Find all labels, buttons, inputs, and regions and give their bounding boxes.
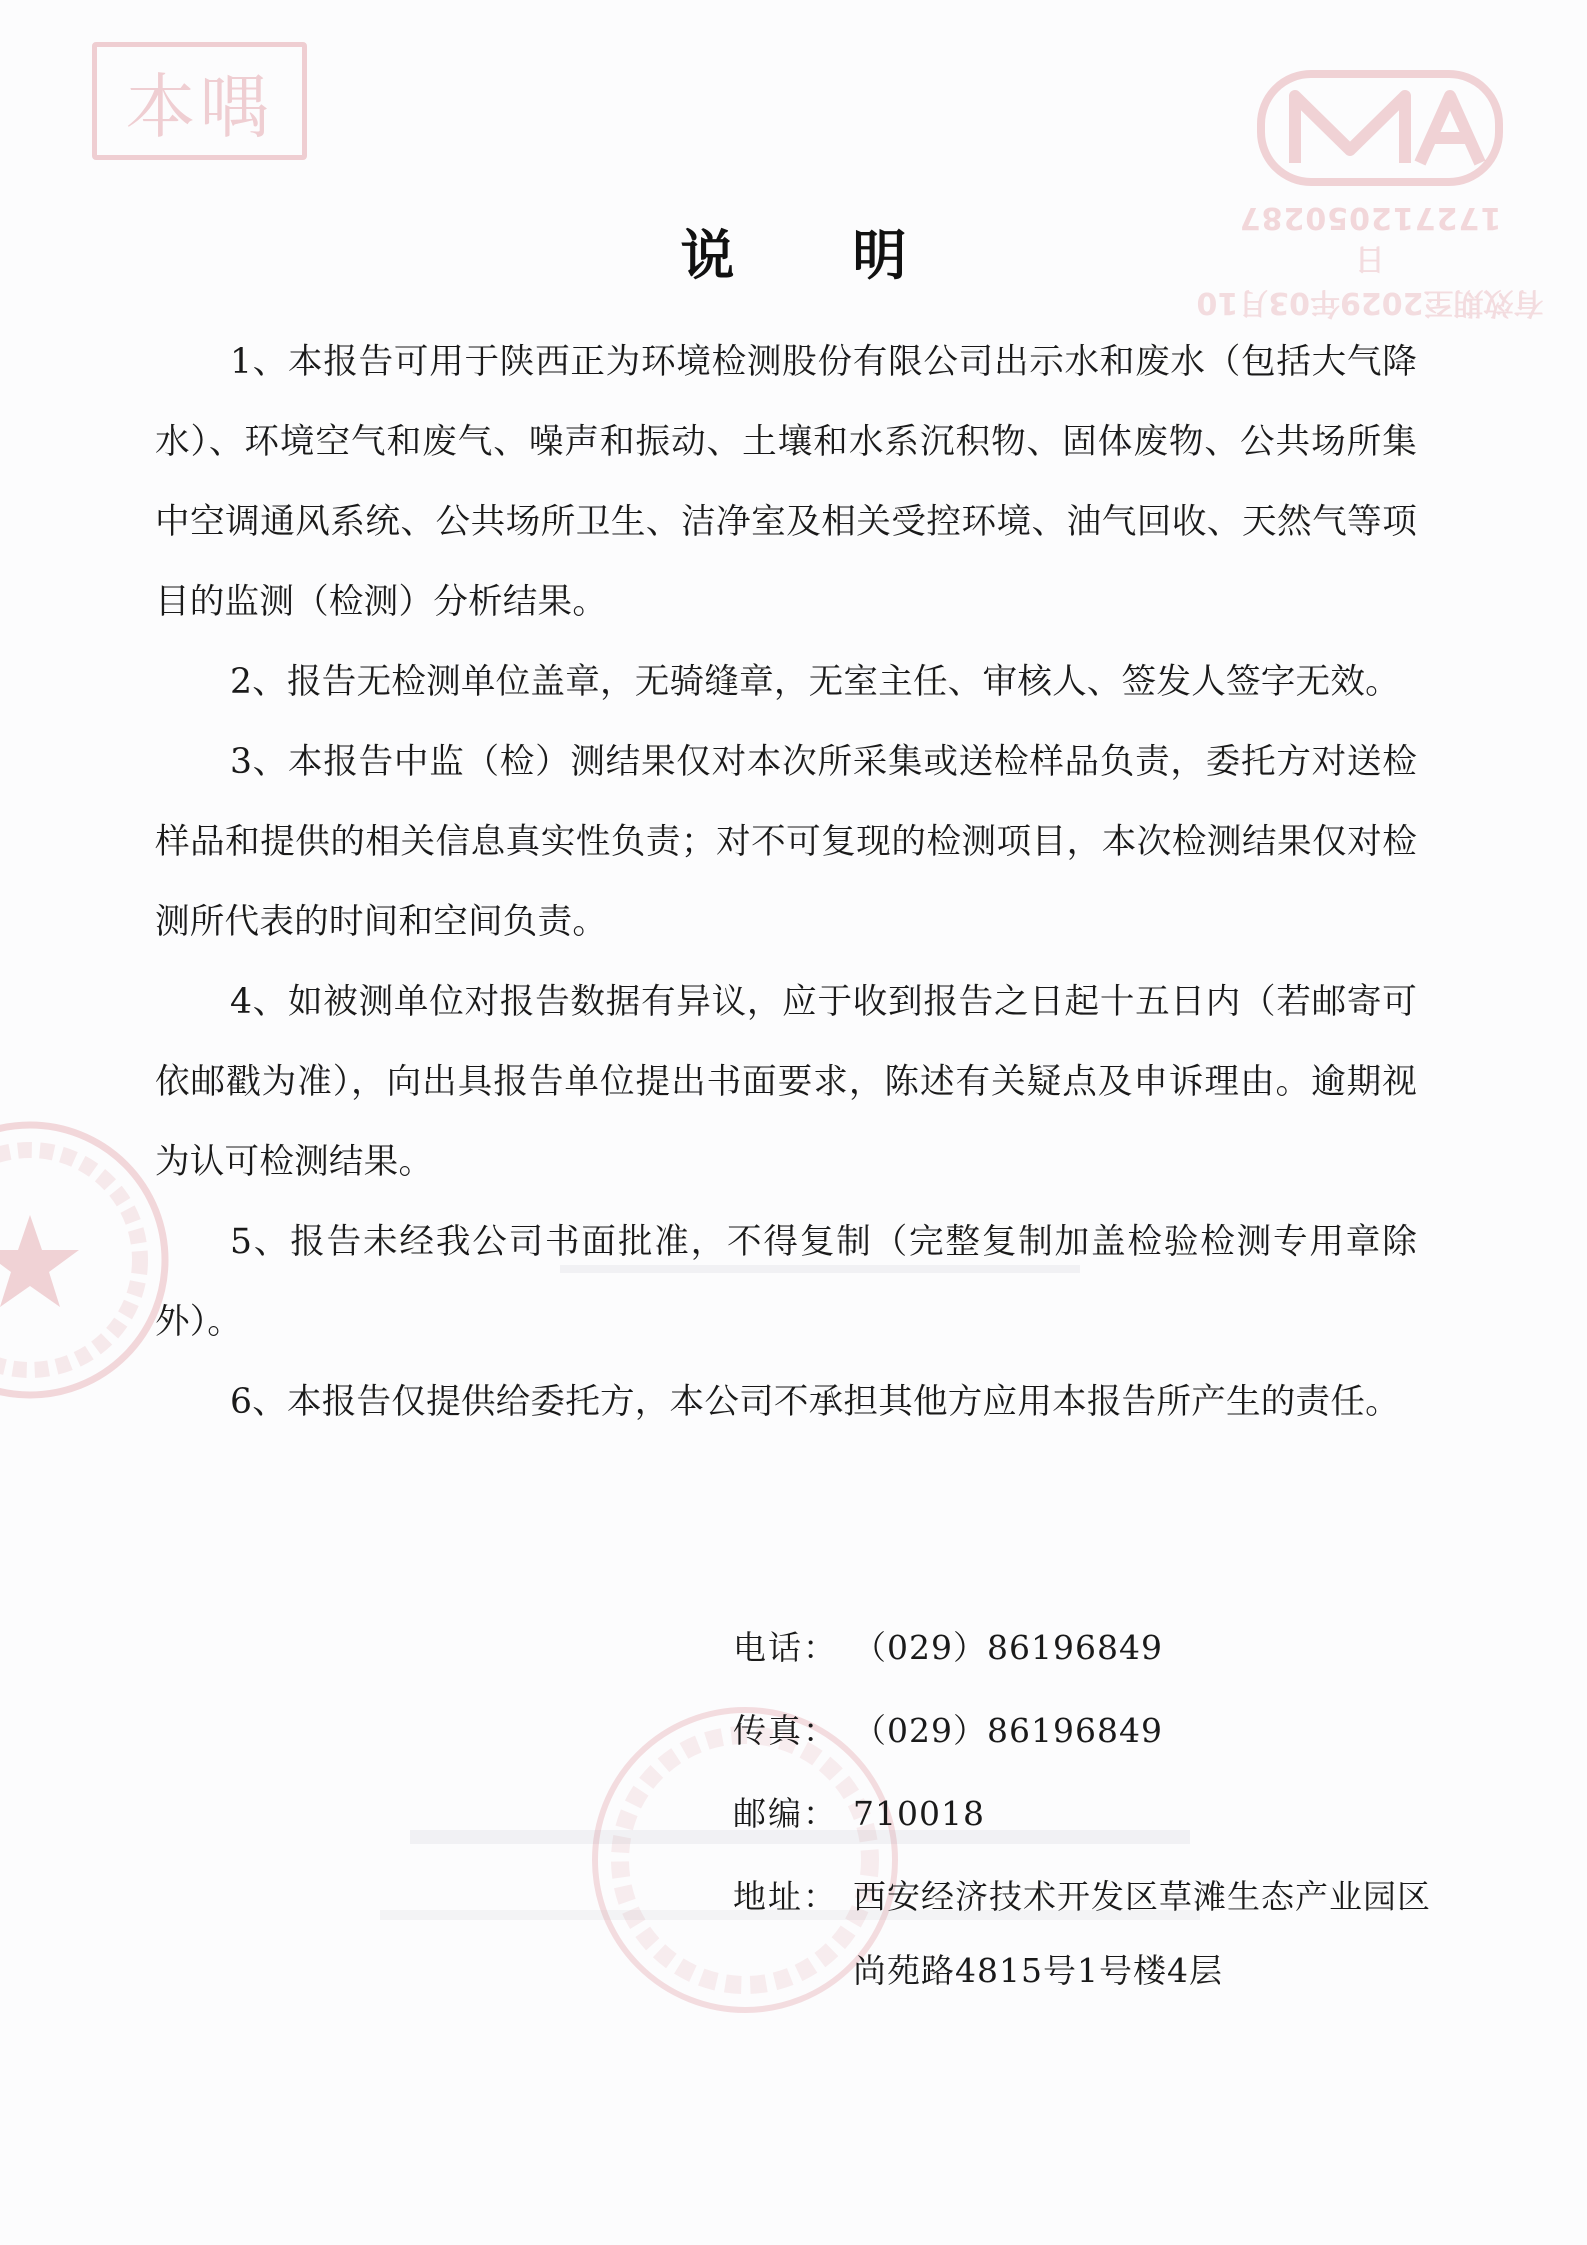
note-paragraph-3: 3、本报告中监（检）测结果仅对本次所采集或送检样品负责，委托方对送检样品和提供的相关信息真实性负责；对不可复现的检测项目，本次检测结果仅对检测所代表的时间和空间负责。 [155, 742, 1417, 942]
note-paragraph-2: 2、报告无检测单位盖章，无骑缝章，无室主任、审核人、签发人签字无效。 [230, 662, 1400, 702]
postcode-value: 710018 [853, 1794, 985, 1833]
postcode-row [733, 1786, 1433, 1869]
stamp-box-text: 本喁 [125, 65, 274, 148]
phone-label: 电话： [733, 1628, 838, 1667]
cma-logo-watermark [1255, 68, 1505, 188]
phone-value: （029）86196849 [853, 1628, 1163, 1667]
contact-block [733, 1620, 1433, 2008]
note-paragraph-5: 5、报告未经我公司书面批准，不得复制（完整复制加盖检验检测专用章除外）。 [155, 1222, 1417, 1342]
fax-row [733, 1703, 1433, 1786]
page-title: 说明 [680, 224, 1025, 287]
cma-code-watermark: 172712050287 [1238, 200, 1502, 235]
address-value: 西安经济技术开发区草滩生态产业园区尚苑路4815号1号楼4层 [853, 1877, 1431, 1990]
left-seal-watermark [0, 1110, 180, 1410]
note-paragraph-1: 1、本报告可用于陕西正为环境检测股份有限公司出示水和废水（包括大气降水）、环境空气和废气、噪声和振动、土壤和水系沉积物、固体废物、公共场所集中空调通风系统、公共场所卫生、洁净室及相关受控环境、油气回收、天然气等项目的监测（检测）分析结果。 [155, 342, 1417, 622]
cma-validity-watermark: 有效期至2029年03月10日 [1196, 241, 1544, 320]
fax-value: （029）86196849 [853, 1711, 1163, 1750]
stamp-box-watermark [92, 42, 307, 160]
postcode-label: 邮编： [733, 1794, 838, 1833]
notes-body [155, 322, 1417, 1442]
address-label: 地址： [733, 1877, 838, 1916]
note-paragraph-6: 6、本报告仅提供给委托方，本公司不承担其他方应用本报告所产生的责任。 [230, 1382, 1400, 1422]
note-paragraph-4: 4、如被测单位对报告数据有异议，应于收到报告之日起十五日内（若邮寄可依邮戳为准），向出具报告单位提出书面要求，陈述有关疑点及申诉理由。逾期视为认可检测结果。 [155, 982, 1417, 1182]
fax-label: 传真： [733, 1711, 838, 1750]
address-row [733, 1869, 1433, 2008]
phone-row [733, 1620, 1433, 1703]
